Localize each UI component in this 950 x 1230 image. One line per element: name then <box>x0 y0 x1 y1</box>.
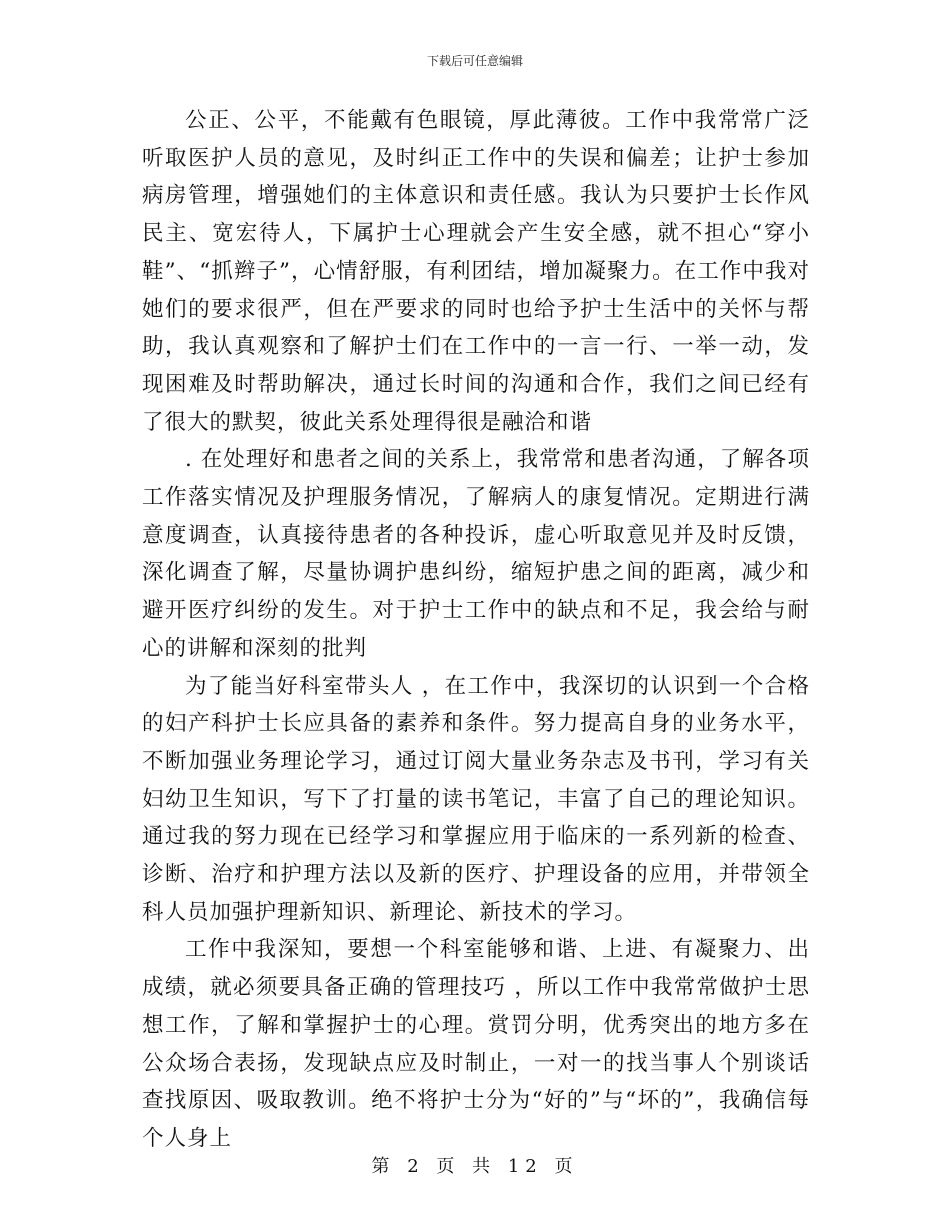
page-header: 下载后可任意编辑 <box>426 54 523 68</box>
page-number-footer: 第 2 页 共 12 页 <box>371 1156 579 1177</box>
paragraph-1: 公正、公平，不能戴有色眼镜，厚此薄彼。工作中我常常广泛听取医护人员的意见，及时纠正工作中的失误和偏差；让护士参加病房管理，增强她们的主体意识和责任感。我认为只要护士长作风民主、宽宏待人，下属护士心理就会产生安全感，就不担心“穿小鞋”、“抓辫子”，心情舒服，有利团结，增加凝聚力。在工作中我对她们的要求很严，但在严要求的同时也给予护士生活中的关怀与帮助，我认真观察和了解护士们在工作中的一言一行、一举一动，发现困难及时帮助解决，通过长时间的沟通和合作，我们之间已经有了很大的默契，彼此关系处理得很是融洽和谐 <box>142 108 810 435</box>
paragraph-3: 为了能当好科室带头人 ，在工作中，我深切的认识到一个合格的妇产科护士长应具备的素养和条件。努力提高自身的业务水平，不断加强业务理论学习，通过订阅大量业务杂志及书刊，学习有关妇幼卫生知识，写下了打量的读书笔记，丰富了自己的理论知识。通过我的努力现在已经学习和掌握应用于临床的一系列新的检查、诊断、治疗和护理方法以及新的医疗、护理设备的应用，并带领全科人员加强护理新知识、新理论、新技术的学习。 <box>142 673 810 925</box>
document-body <box>142 102 810 1158</box>
paragraph-2: . 在处理好和患者之间的关系上，我常常和患者沟通，了解各项工作落实情况及护理服务情况，了解病人的康复情况。定期进行满意度调查，认真接待患者的各种投诉，虚心听取意见并及时反馈，深化调查了解，尽量协调护患纠纷，缩短护患之间的距离，减少和避开医疗纠纷的发生。对于护士工作中的缺点和不足，我会给与耐心的讲解和深刻的批判 <box>142 447 810 661</box>
paragraph-4: 工作中我深知，要想一个科室能够和谐、上进、有凝聚力、出成绩，就必须要具备正确的管理技巧 ，所以工作中我常常做护士思想工作，了解和掌握护士的心理。赏罚分明，优秀突出的地方多在公众场合表扬，发现缺点应及时制止，一对一的找当事人个别谈话查找原因、吸取教训。绝不将护士分为“好的”与“坏的”，我确信每个人身上 <box>142 937 810 1151</box>
